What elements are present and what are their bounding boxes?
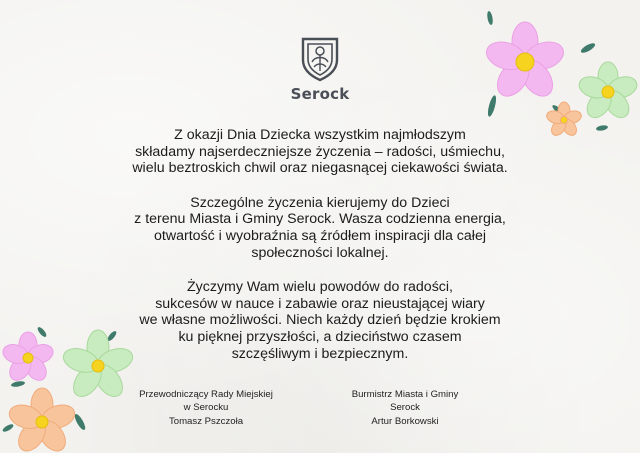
signature-right-location: Serock <box>390 402 420 414</box>
greeting-message <box>110 127 530 380</box>
message-paragraph-3: Życzymy Wam wielu powodów do radości, sukcesów w nauce i zabawie oraz nieustającej wiary we własne możliwości. Niech każdy dzień będzie krokiem ku pięknej przyszłości, a dzieciństwo czasem szczęśliwym i bezpiecznym. <box>139 279 501 362</box>
flower-cluster-top-right-icon <box>470 10 640 140</box>
signature-right-title: Burmistrz Miasta i Gminy <box>351 389 459 400</box>
signature-left-name: Tomasz Pszczoła <box>168 415 244 427</box>
signature-right-name: Artur Borkowski <box>371 415 439 427</box>
signature-right <box>305 388 505 428</box>
logo-text: Serock <box>290 85 350 103</box>
signature-left-title: Przewodniczący Rady Miejskiej <box>139 389 273 400</box>
signature-left <box>106 388 306 428</box>
signature-left-location: w Serocku <box>183 402 229 414</box>
serock-coat-of-arms-icon <box>300 36 340 82</box>
message-paragraph-1: Z okazji Dnia Dziecka wszystkim najmłodszym składamy najserdeczniejsze życzenia – radości, uśmiechu, wielu beztroskich chwil oraz niegasnącej ciekawości świata. <box>132 127 508 177</box>
message-paragraph-2: Szczególne życzenia kierujemy do Dzieci z terenu Miasta i Gminy Serock. Wasza codzienna energia, otwartość i wyobraźnia są źródłem inspiracji dla całej społeczności lokalnej. <box>134 194 506 261</box>
serock-logo <box>288 36 352 108</box>
